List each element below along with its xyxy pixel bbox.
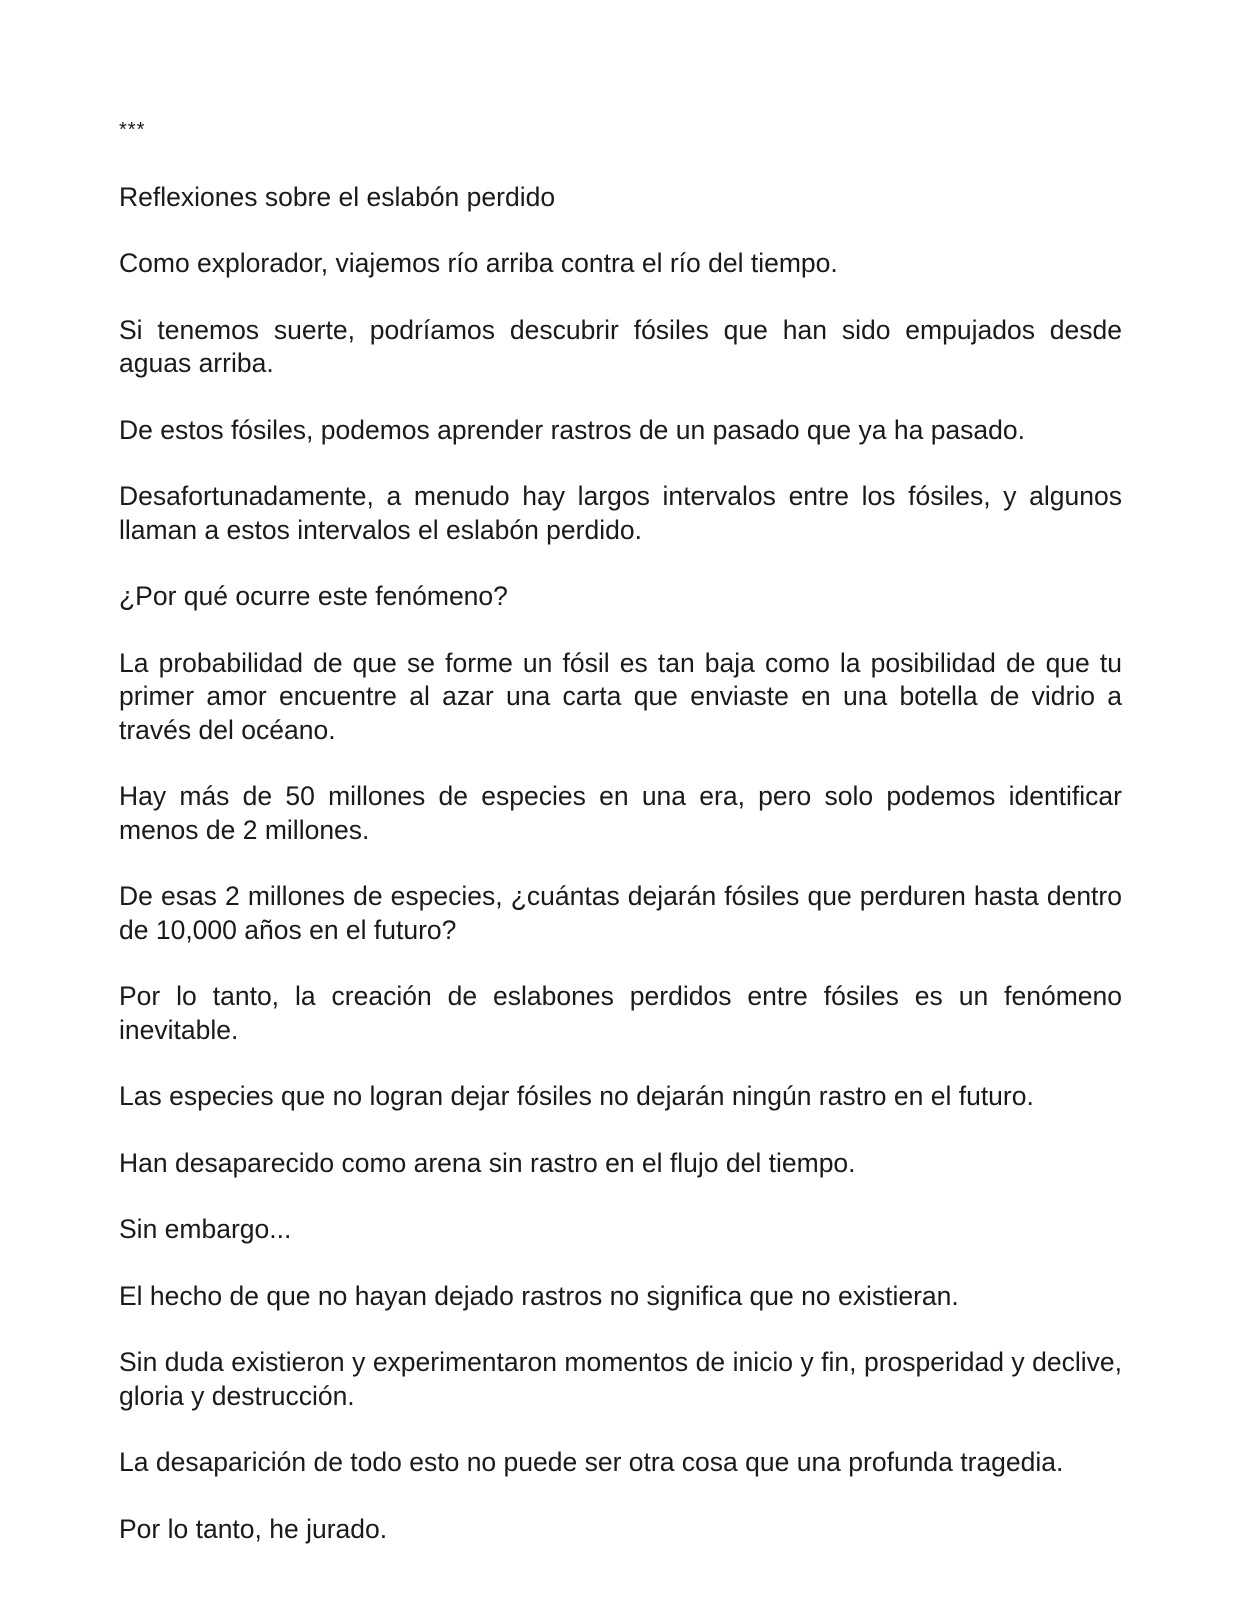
document-body (119, 114, 1122, 1579)
paragraph-15: La desaparición de todo esto no puede ser otra cosa que una profunda tragedia. (119, 1447, 1064, 1477)
paragraph-3: De estos fósiles, podemos aprender rastros de un pasado que ya ha pasado. (119, 414, 1025, 445)
paragraph-8: De esas 2 millones de especies, ¿cuántas dejarán fósiles que perduren hasta dentro de 10,000 años en el futuro? (119, 881, 1122, 945)
paragraph-2: Si tenemos suerte, podríamos descubrir fósiles que han sido empujados desde aguas arriba. (119, 314, 1122, 378)
paragraph-10: Las especies que no logran dejar fósiles no dejarán ningún rastro en el futuro. (119, 1081, 1034, 1111)
paragraph-9: Por lo tanto, la creación de eslabones perdidos entre fósiles es un fenómeno inevitable. (119, 981, 1122, 1045)
section-separator: *** (119, 119, 146, 141)
paragraph-12: Sin embargo... (119, 1214, 292, 1244)
paragraph-5: ¿Por qué ocurre este fenómeno? (119, 581, 508, 611)
paragraph-13: El hecho de que no hayan dejado rastros no significa que no existieran. (119, 1280, 959, 1311)
paragraph-16: Por lo tanto, he jurado. (119, 1513, 388, 1544)
paragraph-7: Hay más de 50 millones de especies en una era, pero solo podemos identificar menos de 2 millones. (119, 781, 1122, 845)
section-title: Reflexiones sobre el eslabón perdido (119, 181, 556, 212)
paragraph-6: La probabilidad de que se forme un fósil es tan baja como la posibilidad de que tu primer amor encuentre al azar una carta que enviaste en una botella de vidrio a través del océano. (119, 647, 1122, 745)
paragraph-1: Como explorador, viajemos río arriba contra el río del tiempo. (119, 248, 838, 278)
paragraph-4: Desafortunadamente, a menudo hay largos intervalos entre los fósiles, y algunos llaman a estos intervalos el eslabón perdido. (119, 481, 1122, 545)
paragraph-11: Han desaparecido como arena sin rastro en el flujo del tiempo. (119, 1147, 856, 1178)
paragraph-14: Sin duda existieron y experimentaron momentos de inicio y fin, prosperidad y declive, gloria y destrucción. (119, 1347, 1122, 1411)
